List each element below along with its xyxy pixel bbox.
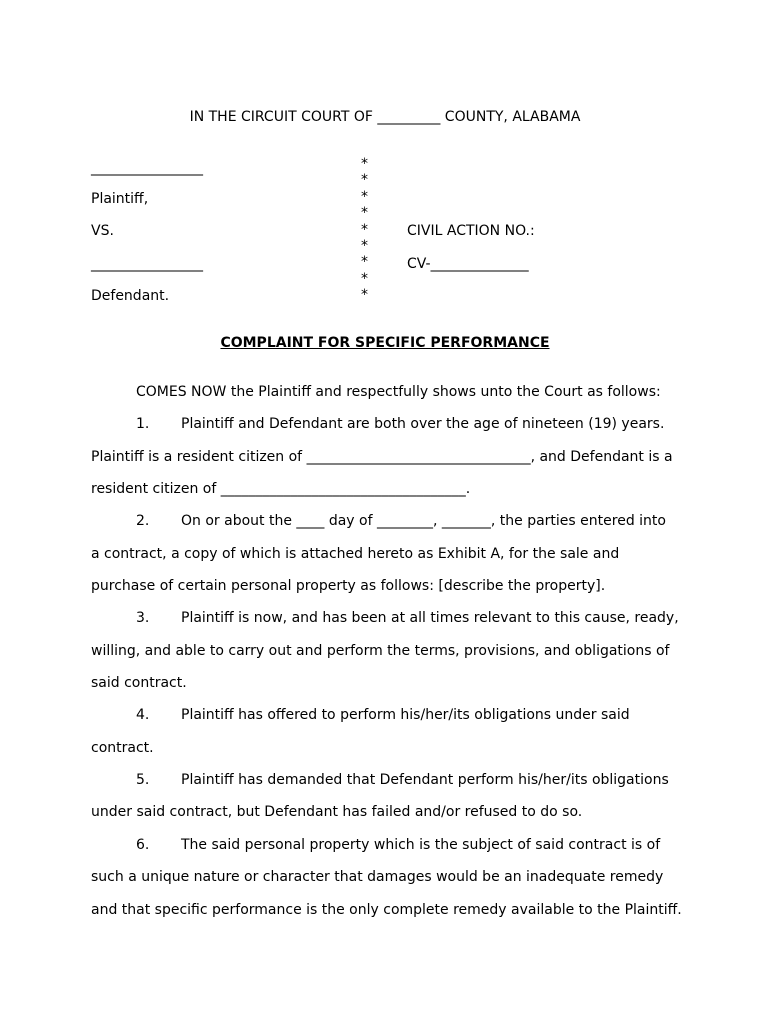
- paragraph-text: under said contract, but Defendant has failed and/or refused to do so.: [91, 804, 583, 820]
- vs-label: VS.: [91, 223, 114, 239]
- paragraph-number: 2.: [136, 513, 150, 529]
- paragraph-text: purchase of certain personal property as follows: [describe the property].: [91, 578, 606, 594]
- paragraph-text: willing, and able to carry out and perform the terms, provisions, and obligations of: [91, 643, 670, 659]
- paragraph-text: such a unique nature or character that damages would be an inadequate remedy: [91, 869, 664, 885]
- caption-asterisk: *: [361, 205, 368, 221]
- paragraph-number: 4.: [136, 707, 150, 723]
- paragraph-text: Plaintiff is a resident citizen of ________________________________, and Defendant is a: [91, 449, 673, 465]
- paragraph-text: On or about the ____ day of ________, _______, the parties entered into: [181, 513, 666, 529]
- paragraph-text: resident citizen of ___________________________________.: [91, 481, 471, 497]
- paragraph-text: Plaintiff is now, and has been at all times relevant to this cause, ready,: [181, 610, 679, 626]
- plaintiff-label: Plaintiff,: [91, 191, 149, 207]
- caption-asterisk: *: [361, 254, 368, 270]
- caption-asterisk: *: [361, 156, 368, 172]
- caption-asterisk: *: [361, 222, 368, 238]
- complaint-title: COMPLAINT FOR SPECIFIC PERFORMANCE: [220, 335, 550, 351]
- caption-asterisk: *: [361, 189, 368, 205]
- caption-asterisk: *: [361, 271, 368, 287]
- case-number-field: CV-______________: [407, 256, 529, 272]
- paragraph-text: Plaintiff has offered to perform his/her/its obligations under said: [181, 707, 630, 723]
- paragraph-text: said contract.: [91, 675, 187, 691]
- caption-asterisk: *: [361, 238, 368, 254]
- plaintiff-name-blank: ________________: [91, 160, 203, 176]
- paragraph-text: contract.: [91, 740, 154, 756]
- paragraph-number: 3.: [136, 610, 150, 626]
- paragraph-text: and that specific performance is the only complete remedy available to the Plaintiff.: [91, 902, 682, 918]
- paragraph-number: 6.: [136, 837, 150, 853]
- caption-asterisk: *: [361, 172, 368, 188]
- court-title: IN THE CIRCUIT COURT OF _________ COUNTY, ALABAMA: [189, 109, 581, 125]
- paragraph-number: 1.: [136, 416, 150, 432]
- caption-asterisk: *: [361, 287, 368, 303]
- defendant-name-blank: ________________: [91, 256, 203, 272]
- paragraph-text: Plaintiff and Defendant are both over the age of nineteen (19) years.: [181, 416, 665, 432]
- paragraph-text: Plaintiff has demanded that Defendant perform his/her/its obligations: [181, 772, 669, 788]
- defendant-label: Defendant.: [91, 288, 170, 304]
- civil-action-label: CIVIL ACTION NO.:: [407, 223, 535, 239]
- paragraph-number: 5.: [136, 772, 150, 788]
- intro-paragraph: COMES NOW the Plaintiff and respectfully shows unto the Court as follows:: [136, 384, 661, 400]
- paragraph-text: a contract, a copy of which is attached hereto as Exhibit A, for the sale and: [91, 546, 620, 562]
- paragraph-text: The said personal property which is the subject of said contract is of: [181, 837, 661, 853]
